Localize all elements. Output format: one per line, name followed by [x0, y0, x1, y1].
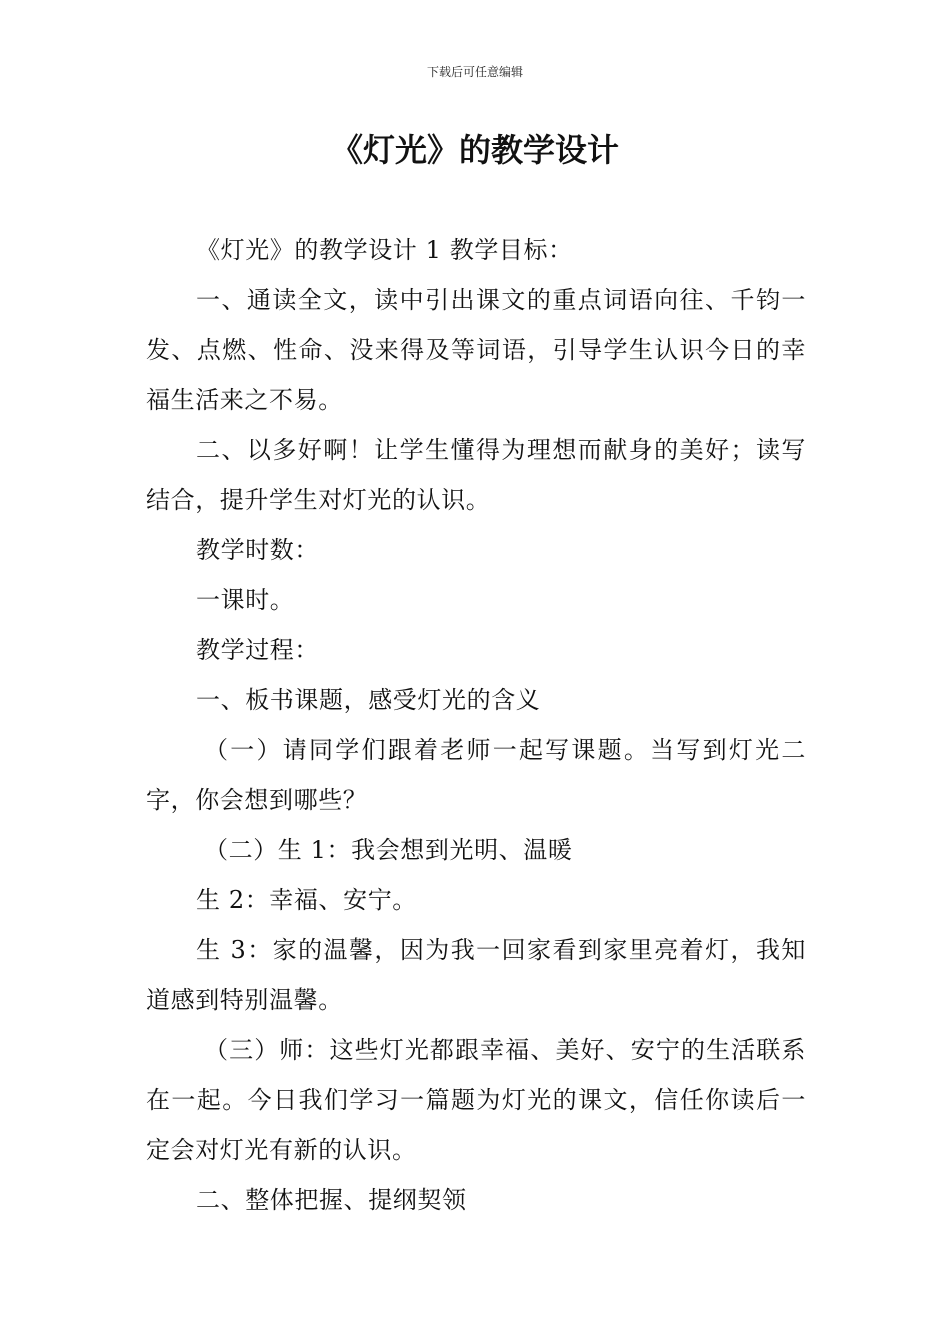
- paragraph-step-1-part-3: （三）师：这些灯光都跟幸福、美好、安宁的生活联系在一起。今日我们学习一篇题为灯光的课文，信任你读后一定会对灯光有新的认识。: [146, 1036, 806, 1164]
- paragraph-step-1-part-1: （一）请同学们跟着老师一起写课题。当写到灯光二字，你会想到哪些？: [146, 736, 806, 814]
- paragraph-objective-2: 二、以多好啊！让学生懂得为理想而献身的美好；读写结合，提升学生对灯光的认识。: [146, 436, 806, 514]
- paragraph-process-label: 教学过程：: [196, 636, 319, 664]
- paragraph-intro-objectives: 《灯光》的教学设计 1 教学目标：: [196, 236, 573, 264]
- paragraph-step-1-part-2: （二）生 1：我会想到光明、温暖: [204, 836, 573, 864]
- document-body: [146, 225, 806, 1225]
- paragraph-objective-1: 一、通读全文，读中引出课文的重点词语向往、千钧一发、点燃、性命、没来得及等词语，引导学生认识今日的幸福生活来之不易。: [146, 286, 806, 414]
- paragraph-step-2-heading: 二、整体把握、提纲契领: [196, 1186, 467, 1214]
- paragraph-teaching-hours-value: 一课时。: [196, 586, 295, 614]
- page-header-note: 下载后可任意编辑: [426, 65, 523, 79]
- paragraph-step-1-heading: 一、板书课题，感受灯光的含义: [196, 686, 541, 714]
- paragraph-student-2: 生 2：幸福、安宁。: [196, 886, 417, 914]
- document-title: 《灯光》的教学设计: [330, 131, 619, 169]
- paragraph-teaching-hours-label: 教学时数：: [196, 536, 319, 564]
- paragraph-student-3: 生 3：家的温馨，因为我一回家看到家里亮着灯，我知道感到特别温馨。: [146, 936, 806, 1014]
